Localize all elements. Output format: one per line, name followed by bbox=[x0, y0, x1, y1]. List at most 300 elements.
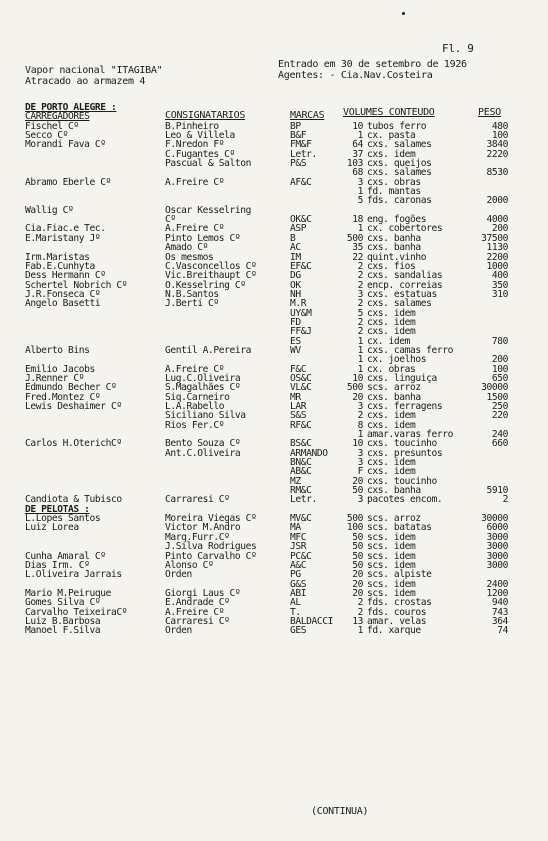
page-number: Fl. 9 bbox=[442, 42, 474, 55]
cell-marca: RM&C bbox=[290, 485, 312, 497]
cell-consignatario: F.Nredon Fº bbox=[165, 139, 225, 151]
cell-peso: 6000 bbox=[486, 522, 508, 534]
cell-conteudo: fd. xarque bbox=[367, 625, 421, 637]
manifest-table bbox=[0, 103, 548, 636]
cell-consignatario: Ant.C.Oliveira bbox=[165, 447, 241, 459]
cell-carregador: Lewis Deshaimer Cº bbox=[25, 401, 122, 412]
cell-volumes: 3 bbox=[357, 288, 363, 300]
cell-carregador: Alberto Bins bbox=[25, 344, 90, 356]
cell-conteudo: cxs. fios bbox=[367, 260, 416, 272]
cell-volumes: 1 bbox=[357, 625, 363, 637]
cell-volumes: 13 bbox=[352, 615, 363, 627]
cell-consignatario: L.A.Rabello bbox=[165, 401, 225, 412]
cell-peso: 5910 bbox=[486, 485, 508, 497]
cell-consignatario: Giorgi Laus Cº bbox=[165, 587, 241, 599]
cell-conteudo: cxs. sandalias bbox=[367, 270, 443, 282]
cell-conteudo: cxs. linguiça bbox=[367, 372, 437, 384]
cell-carregador: Fred.Montez Cº bbox=[25, 391, 101, 403]
cell-marca: MV&C bbox=[290, 513, 312, 525]
table-row bbox=[0, 318, 548, 327]
cell-consignatario: Victor M.Andro bbox=[165, 522, 241, 534]
cell-volumes: 50 bbox=[352, 531, 363, 543]
cell-peso: 350 bbox=[491, 279, 508, 291]
cell-carregador: Wallig Cº bbox=[25, 204, 74, 216]
cell-conteudo: amar. velas bbox=[367, 615, 427, 627]
cell-marca: AL bbox=[290, 597, 301, 609]
table-row bbox=[0, 346, 548, 355]
continues-note: (CONTINUA) bbox=[311, 806, 369, 817]
cell-conteudo: scs. arroz bbox=[367, 513, 421, 525]
cell-conteudo: cx. joelhos bbox=[367, 354, 427, 366]
cell-marca: EF&C bbox=[290, 260, 312, 272]
cell-marca: RF&C bbox=[290, 419, 312, 431]
cell-conteudo: fds. couros bbox=[367, 606, 427, 618]
table-row bbox=[0, 150, 548, 159]
cell-conteudo: amar.varas ferro bbox=[367, 429, 454, 441]
cell-marca: DG bbox=[290, 270, 301, 282]
table-row bbox=[0, 402, 548, 411]
cell-carregador: Fab.E.Cunhyta bbox=[25, 260, 95, 272]
cell-consignatario: Siciliano Silva bbox=[165, 410, 246, 422]
cell-consignatario: A.Freire Cº bbox=[165, 363, 225, 375]
cell-volumes: 5 bbox=[357, 307, 363, 319]
cell-conteudo: encp. correias bbox=[367, 279, 443, 291]
cell-carregador: Mario M.Peiruque bbox=[25, 587, 112, 599]
cell-marca: ABI bbox=[290, 587, 307, 599]
cell-peso: 1130 bbox=[486, 242, 508, 254]
cell-marca: PC&C bbox=[290, 550, 312, 562]
cell-peso: 30000 bbox=[481, 513, 508, 525]
cell-marca: FD bbox=[290, 316, 301, 328]
cell-conteudo: scs. idem bbox=[367, 559, 416, 571]
cell-carregador: Dess Hermann Cº bbox=[25, 270, 106, 282]
table-row bbox=[0, 159, 548, 168]
cell-consignatario: Gentil A.Pereira bbox=[165, 344, 252, 356]
cell-conteudo: scs. alpiste bbox=[367, 569, 432, 581]
cell-volumes: 2 bbox=[357, 326, 363, 338]
table-row bbox=[0, 523, 548, 532]
cell-consignatario: A.Freire Cº bbox=[165, 176, 225, 188]
cell-conteudo: cx. pasta bbox=[367, 130, 416, 142]
cell-peso: 3000 bbox=[486, 559, 508, 571]
cell-volumes: 1 bbox=[357, 344, 363, 356]
cell-peso: 3000 bbox=[486, 541, 508, 553]
cell-volumes: 22 bbox=[352, 251, 363, 263]
cell-carregador: Schertel Nobrich Cº bbox=[25, 279, 128, 291]
cell-carregador: Cia.Fiac.e Tec. bbox=[25, 223, 106, 235]
cell-conteudo: cxs. idem bbox=[367, 410, 416, 422]
table-row bbox=[0, 411, 548, 420]
cell-carregador: Morandi Fava Cº bbox=[25, 139, 106, 151]
cell-marca: JSR bbox=[290, 541, 307, 553]
cell-volumes: 10 bbox=[352, 438, 363, 450]
cell-marca: NH bbox=[290, 288, 301, 300]
table-row bbox=[0, 187, 548, 196]
cell-conteudo: scs. idem bbox=[367, 550, 416, 562]
cell-peso: 480 bbox=[491, 120, 508, 132]
cell-carregador: Dias Irm. Cº bbox=[25, 559, 90, 571]
cell-consignatario: Lug.C.Oliveira bbox=[165, 372, 241, 384]
cell-peso: 4000 bbox=[486, 214, 508, 226]
cell-volumes: 2 bbox=[357, 270, 363, 282]
cell-marca: B bbox=[290, 232, 296, 244]
cell-volumes: 2 bbox=[357, 410, 363, 422]
cell-marca: T. bbox=[290, 606, 301, 618]
cell-marca: ARMANDO bbox=[290, 447, 328, 459]
cell-consignatario: Bento Souza Cº bbox=[165, 438, 241, 450]
cell-marca: ASP bbox=[290, 223, 307, 235]
cell-conteudo: cxs. salames bbox=[367, 139, 432, 151]
berth-info: Atracado ao armazem 4 bbox=[25, 76, 146, 87]
cell-volumes: 20 bbox=[352, 578, 363, 590]
cell-marca: B&F bbox=[290, 130, 307, 142]
cell-carregador: Luiz Lorea bbox=[25, 522, 79, 534]
cell-consignatario: B.Pinheiro bbox=[165, 120, 219, 132]
cell-consignatario: Alonso Cº bbox=[165, 559, 214, 571]
cell-conteudo: cxs. idem bbox=[367, 457, 416, 469]
cell-conteudo: cxs. estatuas bbox=[367, 288, 437, 300]
cell-volumes: 50 bbox=[352, 559, 363, 571]
col-header-marcas: MARCAS bbox=[290, 110, 325, 121]
cell-marca: OK bbox=[290, 279, 301, 291]
cell-consignatario: J.Berti Cº bbox=[165, 298, 219, 310]
cell-carregador: Fischel Cº bbox=[25, 120, 79, 132]
cell-volumes: 2 bbox=[357, 597, 363, 609]
table-row bbox=[0, 112, 548, 121]
table-row bbox=[0, 477, 548, 486]
table-row bbox=[0, 570, 548, 579]
cell-peso: 8530 bbox=[486, 167, 508, 179]
cell-peso: 2000 bbox=[486, 195, 508, 207]
cell-carregador: J.Renner Cº bbox=[25, 372, 85, 384]
cell-consignatario: C.Vasconcellos Cº bbox=[165, 260, 257, 272]
cell-volumes: 500 bbox=[346, 232, 363, 244]
table-row bbox=[0, 299, 548, 308]
cell-marca: AC bbox=[290, 242, 301, 254]
cell-conteudo: cx. cobertores bbox=[367, 223, 443, 235]
cell-peso: 2 bbox=[502, 494, 508, 506]
cell-peso: 220 bbox=[491, 410, 508, 422]
table-row bbox=[0, 122, 548, 131]
cell-conteudo: cxs. queijos bbox=[367, 158, 432, 170]
cell-volumes: 8 bbox=[357, 419, 363, 431]
cell-conteudo: cxs. toucinho bbox=[367, 438, 437, 450]
cell-marca: A&C bbox=[290, 559, 307, 571]
cell-consignatario: Orden bbox=[165, 625, 192, 637]
cell-peso: 3000 bbox=[486, 531, 508, 543]
cell-peso: 100 bbox=[491, 363, 508, 375]
cell-conteudo: scs. batatas bbox=[367, 522, 432, 534]
cell-volumes: 1 bbox=[357, 223, 363, 235]
cell-marca: UY&M bbox=[290, 307, 312, 319]
cell-carregador: Manoel F.Silva bbox=[25, 625, 101, 637]
cell-peso: 1200 bbox=[486, 587, 508, 599]
cell-volumes: 50 bbox=[352, 485, 363, 497]
cell-volumes: 3 bbox=[357, 457, 363, 469]
cell-marca: F&C bbox=[290, 363, 307, 375]
cell-peso: 940 bbox=[491, 597, 508, 609]
cell-marca: Letr. bbox=[290, 494, 317, 506]
table-row bbox=[0, 178, 548, 187]
cell-carregador: Abramo Eberle Cº bbox=[25, 176, 112, 188]
cell-consignatario: O.Kesselring Cº bbox=[165, 279, 246, 291]
cell-volumes: 20 bbox=[352, 569, 363, 581]
cell-conteudo: scs. idem bbox=[367, 587, 416, 599]
cell-peso: 240 bbox=[491, 429, 508, 441]
cell-marca: P&S bbox=[290, 158, 307, 170]
col-header-peso: PESO bbox=[478, 107, 501, 118]
cell-consignatario: Pinto Carvalho Cº bbox=[165, 550, 257, 562]
cell-conteudo: cxs. presuntos bbox=[367, 447, 443, 459]
cell-volumes: 3 bbox=[357, 447, 363, 459]
cell-peso: 3840 bbox=[486, 139, 508, 151]
cell-peso: 1000 bbox=[486, 260, 508, 272]
cell-marca: OK&C bbox=[290, 214, 312, 226]
table-row bbox=[0, 467, 548, 476]
cell-conteudo: cxs. banha bbox=[367, 242, 421, 254]
cell-volumes: 1 bbox=[357, 354, 363, 366]
cell-marca: BP bbox=[290, 120, 301, 132]
cell-volumes: 20 bbox=[352, 475, 363, 487]
cell-volumes: 20 bbox=[352, 587, 363, 599]
cell-conteudo: fds. caronas bbox=[367, 195, 432, 207]
cell-volumes: 50 bbox=[352, 541, 363, 553]
cell-conteudo: cxs. banha bbox=[367, 391, 421, 403]
cell-carregador: E.Maristany Jº bbox=[25, 232, 101, 244]
cell-carregador: J.R.Fonseca Cº bbox=[25, 288, 101, 300]
cell-volumes: 20 bbox=[352, 391, 363, 403]
cell-conteudo: cxs. salames bbox=[367, 298, 432, 310]
cell-consignatario: Orden bbox=[165, 569, 192, 581]
cell-peso: 780 bbox=[491, 335, 508, 347]
cell-peso: 400 bbox=[491, 270, 508, 282]
cell-carregador: Secco Cº bbox=[25, 130, 69, 142]
cell-conteudo: cxs. salames bbox=[367, 167, 432, 179]
cell-peso: 200 bbox=[491, 354, 508, 366]
cell-peso: 2400 bbox=[486, 578, 508, 590]
table-row bbox=[0, 514, 548, 523]
cell-peso: 650 bbox=[491, 372, 508, 384]
cell-conteudo: fds. crostas bbox=[367, 597, 432, 609]
cell-volumes: 1 bbox=[357, 363, 363, 375]
cell-carregador: Luiz B.Barbosa bbox=[25, 615, 101, 627]
cell-volumes: 50 bbox=[352, 550, 363, 562]
cell-peso: 100 bbox=[491, 130, 508, 142]
cell-conteudo: scs. idem bbox=[367, 578, 416, 590]
table-row bbox=[0, 439, 548, 448]
cell-consignatario: Cº bbox=[165, 214, 176, 226]
cell-peso: 1500 bbox=[486, 391, 508, 403]
table-row bbox=[0, 140, 548, 149]
cell-conteudo: cx. idem bbox=[367, 335, 411, 347]
col-header-volumes-conteudo: VOLUMES CONTEUDO bbox=[343, 107, 435, 118]
cell-marca: ES bbox=[290, 335, 301, 347]
cell-marca: MZ bbox=[290, 475, 301, 487]
cell-consignatario: Moreira Viegas Cº bbox=[165, 513, 257, 525]
cell-carregador: Gomes Silva Cº bbox=[25, 597, 101, 609]
cell-peso: 30000 bbox=[481, 382, 508, 394]
cell-conteudo: scs. idem bbox=[367, 531, 416, 543]
cell-conteudo: cxs. idem bbox=[367, 316, 416, 328]
table-row bbox=[0, 626, 548, 635]
cell-volumes: 3 bbox=[357, 494, 363, 506]
section-title: DE PORTO ALEGRE : bbox=[25, 102, 117, 113]
cell-volumes: 5 bbox=[357, 195, 363, 207]
cell-peso: 2220 bbox=[486, 148, 508, 160]
cell-marca: VL&C bbox=[290, 382, 312, 394]
cell-peso: 37500 bbox=[481, 232, 508, 244]
cell-carregador: Carlos H.OterichCº bbox=[25, 438, 122, 450]
cell-consignatario: J.Silva Rodrigues bbox=[165, 541, 257, 553]
cell-conteudo: cx. obras bbox=[367, 363, 416, 375]
cell-peso: 2200 bbox=[486, 251, 508, 263]
cell-conteudo: cxs. camas ferro bbox=[367, 344, 454, 356]
cell-volumes: 10 bbox=[352, 372, 363, 384]
cell-volumes: 500 bbox=[346, 513, 363, 525]
cell-consignatario: Oscar Kesselring bbox=[165, 204, 252, 216]
cell-peso: 200 bbox=[491, 223, 508, 235]
cell-volumes: 1 bbox=[357, 130, 363, 142]
cell-conteudo: cxs. idem bbox=[367, 307, 416, 319]
cell-carregador: Edmundo Becher Cº bbox=[25, 382, 117, 394]
table-row bbox=[0, 206, 548, 215]
cell-conteudo: cxs. banha bbox=[367, 232, 421, 244]
cell-carregador: L.Oliveira Jarrais bbox=[25, 569, 122, 581]
cell-carregador: Emilio Jacobs bbox=[25, 363, 95, 375]
cell-conteudo: cxs. idem bbox=[367, 148, 416, 160]
cell-volumes: 500 bbox=[346, 382, 363, 394]
cell-conteudo: tubos ferro bbox=[367, 120, 427, 132]
table-row bbox=[0, 196, 548, 205]
cell-conteudo: pacotes encom. bbox=[367, 494, 443, 506]
cell-marca: Letr. bbox=[290, 148, 317, 160]
cell-carregador: Angelo Basetti bbox=[25, 298, 101, 310]
vessel-name: Vapor nacional "ITAGIBA" bbox=[25, 65, 163, 76]
cell-consignatario: Amado Cº bbox=[165, 242, 209, 254]
cell-consignatario: Siq.Carneiro bbox=[165, 391, 230, 403]
table-row bbox=[0, 309, 548, 318]
cell-volumes: 2 bbox=[357, 316, 363, 328]
cell-peso: 3000 bbox=[486, 550, 508, 562]
cell-marca: S&S bbox=[290, 410, 307, 422]
cell-peso: 310 bbox=[491, 288, 508, 300]
cell-marca: G&S bbox=[290, 578, 307, 590]
cell-volumes: 100 bbox=[346, 522, 363, 534]
cell-volumes: 2 bbox=[357, 298, 363, 310]
cell-volumes: 35 bbox=[352, 242, 363, 254]
cell-marca: GES bbox=[290, 625, 307, 637]
cell-conteudo: scs. idem bbox=[367, 541, 416, 553]
cell-consignatario: Vic.Breithaupt Cº bbox=[165, 270, 257, 282]
cell-volumes: 103 bbox=[346, 158, 363, 170]
cell-marca: IM bbox=[290, 251, 301, 263]
cell-marca: LAR bbox=[290, 401, 307, 412]
cell-carregador: Candiota & Tubisco bbox=[25, 494, 122, 506]
cell-marca: M.R bbox=[290, 298, 307, 310]
cell-peso: 743 bbox=[491, 606, 508, 618]
cell-marca: AB&C bbox=[290, 466, 312, 478]
cell-marca: MA bbox=[290, 522, 301, 534]
table-row bbox=[0, 234, 548, 243]
cell-volumes: 3 bbox=[357, 176, 363, 188]
cell-volumes: 2 bbox=[357, 260, 363, 272]
cell-carregador: L.Lopes Santos bbox=[25, 513, 101, 525]
cell-conteudo: eng. fogões bbox=[367, 214, 427, 226]
cell-marca: MFC bbox=[290, 531, 307, 543]
cell-volumes: 68 bbox=[352, 167, 363, 179]
cell-conteudo: cxs. banha bbox=[367, 485, 421, 497]
cell-consignatario: A.Freire Cº bbox=[165, 223, 225, 235]
cell-consignatario: Pascual & Salton bbox=[165, 158, 252, 170]
cell-consignatario: A.Freire Cº bbox=[165, 606, 225, 618]
cell-marca: PG bbox=[290, 569, 301, 581]
punch-hole-mark bbox=[402, 12, 405, 15]
cell-consignatario: Leo & Villela bbox=[165, 130, 235, 142]
table-row bbox=[0, 458, 548, 467]
cell-consignatario: Carraresi Cº bbox=[165, 494, 230, 506]
table-row bbox=[0, 327, 548, 336]
table-row bbox=[0, 449, 548, 458]
cell-volumes: 64 bbox=[352, 139, 363, 151]
table-row bbox=[0, 533, 548, 542]
cell-volumes: 2 bbox=[357, 279, 363, 291]
cell-marca: FM&F bbox=[290, 139, 312, 151]
cell-consignatario: Rios Fer.Cº bbox=[165, 419, 225, 431]
cell-conteudo: quint.vinho bbox=[367, 251, 427, 263]
col-header-consignatarios: CONSIGNATARIOS bbox=[165, 110, 246, 121]
cell-volumes: 10 bbox=[352, 120, 363, 132]
cell-marca: MR bbox=[290, 391, 301, 403]
cell-peso: 74 bbox=[497, 625, 508, 637]
cell-consignatario: Marq.Furr.Cº bbox=[165, 531, 230, 543]
cell-consignatario: S.Magalhães Cº bbox=[165, 382, 241, 394]
cell-conteudo: scs. arroz bbox=[367, 382, 421, 394]
cell-volumes: 1 bbox=[357, 429, 363, 441]
cell-volumes: 1 bbox=[357, 186, 363, 198]
cell-peso: 364 bbox=[491, 615, 508, 627]
cell-consignatario: N.B.Santos bbox=[165, 288, 219, 300]
cell-peso: 660 bbox=[491, 438, 508, 450]
cell-volumes: 3 bbox=[357, 401, 363, 412]
cell-conteudo: fd. mantas bbox=[367, 186, 421, 198]
cell-marca: FF&J bbox=[290, 326, 312, 338]
cell-conteudo: cxs. toucinho bbox=[367, 475, 437, 487]
entry-date: Entrado em 30 de setembro de 1926 bbox=[278, 59, 467, 70]
cell-conteudo: cxs. idem bbox=[367, 419, 416, 431]
agents: Agentes: - Cia.Nav.Costeira bbox=[278, 70, 433, 81]
table-row bbox=[0, 421, 548, 430]
cell-carregador: Cunha Amaral Cº bbox=[25, 550, 106, 562]
cell-conteudo: cxs. idem bbox=[367, 326, 416, 338]
cell-consignatario: Carraresi Cº bbox=[165, 615, 230, 627]
cell-volumes: 37 bbox=[352, 148, 363, 160]
cell-marca: AF&C bbox=[290, 176, 312, 188]
cell-volumes: 2 bbox=[357, 606, 363, 618]
cell-conteudo: cxs. obras bbox=[367, 176, 421, 188]
cell-marca: OS&C bbox=[290, 372, 312, 384]
cell-volumes: 1 bbox=[357, 335, 363, 347]
cell-consignatario: Os mesmos bbox=[165, 251, 214, 263]
cell-carregador: Carvalho TeixeiraCº bbox=[25, 606, 128, 618]
cell-consignatario: Pinto Lemos Cº bbox=[165, 232, 241, 244]
cell-consignatario: C.Fugantes Cº bbox=[165, 148, 235, 160]
cell-volumes: F bbox=[357, 466, 363, 478]
cell-conteudo: cxs. ferragens bbox=[367, 401, 443, 412]
cell-consignatario: E.Andrade Cº bbox=[165, 597, 230, 609]
cell-carregador: Irm.Maristas bbox=[25, 251, 90, 263]
cell-peso: 250 bbox=[491, 401, 508, 412]
cell-marca: BS&C bbox=[290, 438, 312, 450]
